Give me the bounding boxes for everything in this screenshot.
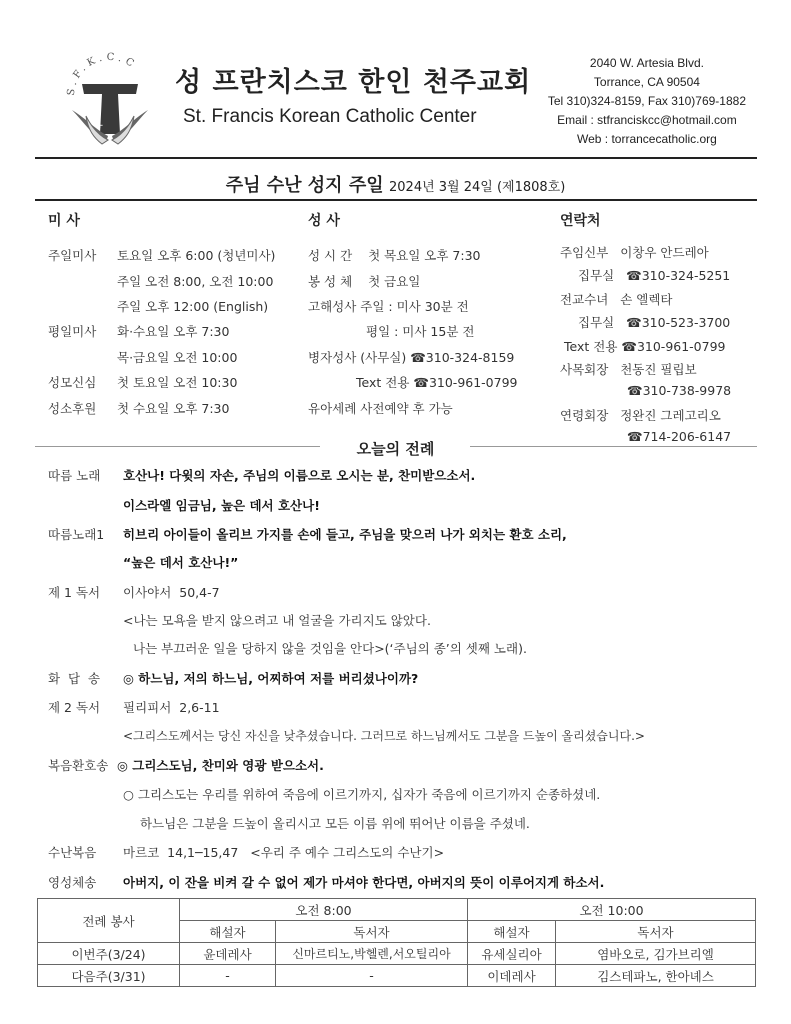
- liturgy-text: 이스라엘 임금님, 높은 데서 호산나!: [123, 498, 320, 513]
- table-cell: 신마르티노,박헬렌,서오틸리아: [276, 943, 468, 965]
- table-cell: 김스테파노, 한아녜스: [556, 965, 756, 987]
- table-corner: 전례 봉사: [38, 899, 180, 943]
- sacrament-row: 고해성사 주일 : 미사 30분 전: [308, 299, 469, 314]
- liturgy-label: 따름노래1: [48, 527, 105, 542]
- table-cell-week: 다음주(3/31): [38, 965, 180, 987]
- liturgy-label: 영성체송: [48, 875, 97, 890]
- address-email: Email : stfranciskcc@hotmail.com: [557, 113, 737, 127]
- contacts-heading: 연락처: [560, 213, 601, 229]
- liturgy-label: 복음환호송: [48, 758, 109, 773]
- liturgy-label: 수난복음: [48, 845, 97, 860]
- liturgy-text: 호산나! 다윗의 자손, 주님의 이름으로 오시는 분, 찬미받으소서.: [123, 468, 476, 483]
- table-col-header: 해설자: [468, 921, 556, 943]
- contact-row: 전교수녀 손 엘렉타: [560, 292, 673, 307]
- mass-value: 주일 오후 12:00 (English): [117, 299, 269, 314]
- liturgy-text: 필리피서 2,6-11: [123, 700, 220, 715]
- mass-value: 토요일 오후 6:00 (청년미사): [117, 248, 276, 263]
- table-cell: 유세실리아: [468, 943, 556, 965]
- sunday-title: [0, 171, 791, 197]
- contact-row: 주임신부 이창우 안드레아: [560, 245, 709, 260]
- sacrament-row: 유아세례 사전예약 후 가능: [308, 401, 453, 416]
- liturgy-text: 이사야서 50,4-7: [123, 585, 220, 600]
- contact-row: 집무실 ☎310-523-3700: [578, 315, 731, 330]
- table-cell: -: [276, 965, 468, 987]
- table-cell: 염바오로, 김가브리엘: [556, 943, 756, 965]
- mass-value: 목·금요일 오전 10:00: [117, 350, 238, 365]
- liturgy-text: “높은 데서 호산나!”: [123, 555, 239, 570]
- address-street: 2040 W. Artesia Blvd.: [589, 56, 704, 70]
- table-row: [38, 899, 756, 921]
- table-row: [38, 965, 756, 987]
- address-city: Torrance, CA 90504: [593, 75, 700, 89]
- table-mass-header: 오전 8:00: [180, 899, 468, 921]
- table-cell: -: [180, 965, 276, 987]
- liturgy-title-text: 오늘의 전례: [347, 440, 445, 458]
- liturgy-label: 제 2 독서: [48, 700, 101, 715]
- table-col-header: 독서자: [276, 921, 468, 943]
- sunday-divider: [35, 199, 757, 201]
- sacraments-heading: 성 사: [308, 213, 340, 229]
- mass-label: 성소후원: [48, 401, 97, 416]
- church-address: [548, 54, 746, 149]
- table-cell: 윤데레사: [180, 943, 276, 965]
- address-web: Web : torrancecatholic.org: [577, 132, 717, 146]
- sacrament-row: 봉 성 체 첫 금요일: [308, 274, 421, 289]
- svg-text:+: +: [120, 121, 128, 131]
- mass-value: 첫 수요일 오후 7:30: [117, 401, 230, 416]
- sunday-name: 주님 수난 성지 주일: [225, 175, 384, 196]
- liturgy-label: 제 1 독서: [48, 585, 101, 600]
- sacrament-row: 병자성사 (사무실) ☎310-324-8159: [308, 350, 515, 365]
- header-divider: [35, 157, 757, 159]
- liturgy-text: 나는 부끄러운 일을 당하지 않을 것임을 안다>(‘주님의 종’의 셋째 노래).: [133, 641, 527, 656]
- church-title-english: St. Francis Korean Catholic Center: [183, 106, 477, 127]
- liturgy-text: ◎ 하느님, 저의 하느님, 어찌하여 저를 버리셨나이까?: [123, 671, 419, 686]
- sunday-date: 2024년 3월 24일 (제1808호): [389, 180, 566, 195]
- mass-heading: 미 사: [48, 213, 80, 229]
- table-cell: 이데레사: [468, 965, 556, 987]
- contact-row: 집무실 ☎310-324-5251: [578, 268, 731, 283]
- table-mass-header: 오전 10:00: [468, 899, 756, 921]
- contact-row: 사목회장 천동진 필립보: [560, 362, 697, 377]
- contact-row: ☎714-206-6147: [627, 429, 732, 444]
- mass-value: 첫 토요일 오전 10:30: [117, 375, 238, 390]
- mass-value: 주일 오전 8:00, 오전 10:00: [117, 274, 274, 289]
- address-phone: Tel 310)324-8159, Fax 310)769-1882: [547, 94, 746, 108]
- liturgy-text: 마르코 14,1─15,47 <우리 주 예수 그리스도의 수난기>: [123, 845, 445, 860]
- liturgy-text: <나는 모욕을 받지 않으려고 내 얼굴을 가리지도 않았다.: [123, 613, 431, 628]
- sacrament-row: Text 전용 ☎310-961-0799: [356, 375, 518, 390]
- liturgy-text: ○ 그리스도는 우리를 위하여 죽음에 이르기까지, 십자가 죽음에 이르기까지 순종하셨네.: [123, 787, 601, 802]
- mass-value: 화·수요일 오후 7:30: [117, 324, 230, 339]
- mass-label: 평일미사: [48, 324, 97, 339]
- sacrament-row: 성 시 간 첫 목요일 오후 7:30: [308, 248, 481, 263]
- table-cell-week: 이번주(3/24): [38, 943, 180, 965]
- svg-text:+: +: [96, 121, 104, 131]
- mass-label: 주일미사: [48, 248, 97, 263]
- table-col-header: 해설자: [180, 921, 276, 943]
- liturgy-text: 아버지, 이 잔을 비켜 갈 수 없어 제가 마셔야 한다면, 아버지의 뜻이 이루어지게 하소서.: [123, 875, 605, 890]
- contact-row: Text 전용 ☎310-961-0799: [564, 339, 726, 354]
- contact-row: 연령회장 정완진 그레고리오: [560, 408, 721, 423]
- table-row: [38, 943, 756, 965]
- table-col-header: 독서자: [556, 921, 756, 943]
- mass-label: 성모신심: [48, 375, 97, 390]
- church-logo: [60, 50, 160, 148]
- liturgy-text: 하느님은 그분을 드높이 올리시고 모든 이름 위에 뛰어난 이름을 주셨네.: [140, 816, 530, 831]
- liturgy-title: [0, 438, 791, 459]
- contact-row: ☎310-738-9978: [627, 383, 732, 398]
- liturgy-text: <그리스도께서는 당신 자신을 낮추셨습니다. 그러므로 하느님께서도 그분을 드높이 올리셨습니다.>: [123, 729, 645, 743]
- church-title-korean: 성 프란치스코 한인 천주교회: [175, 67, 532, 98]
- liturgy-text: 히브리 아이들이 올리브 가지를 손에 들고, 주님을 맞으러 나가 외치는 환호 소리,: [123, 527, 567, 542]
- liturgy-text: ◎ 그리스도님, 찬미와 영광 받으소서.: [117, 758, 324, 773]
- sacrament-row: 평일 : 미사 15분 전: [366, 324, 475, 339]
- logo-text: S.F.K.C.C: [65, 51, 139, 97]
- liturgy-label: 따름 노래: [48, 468, 101, 483]
- liturgy-label: 화 답 송: [48, 671, 101, 686]
- liturgy-service-table: [37, 898, 756, 987]
